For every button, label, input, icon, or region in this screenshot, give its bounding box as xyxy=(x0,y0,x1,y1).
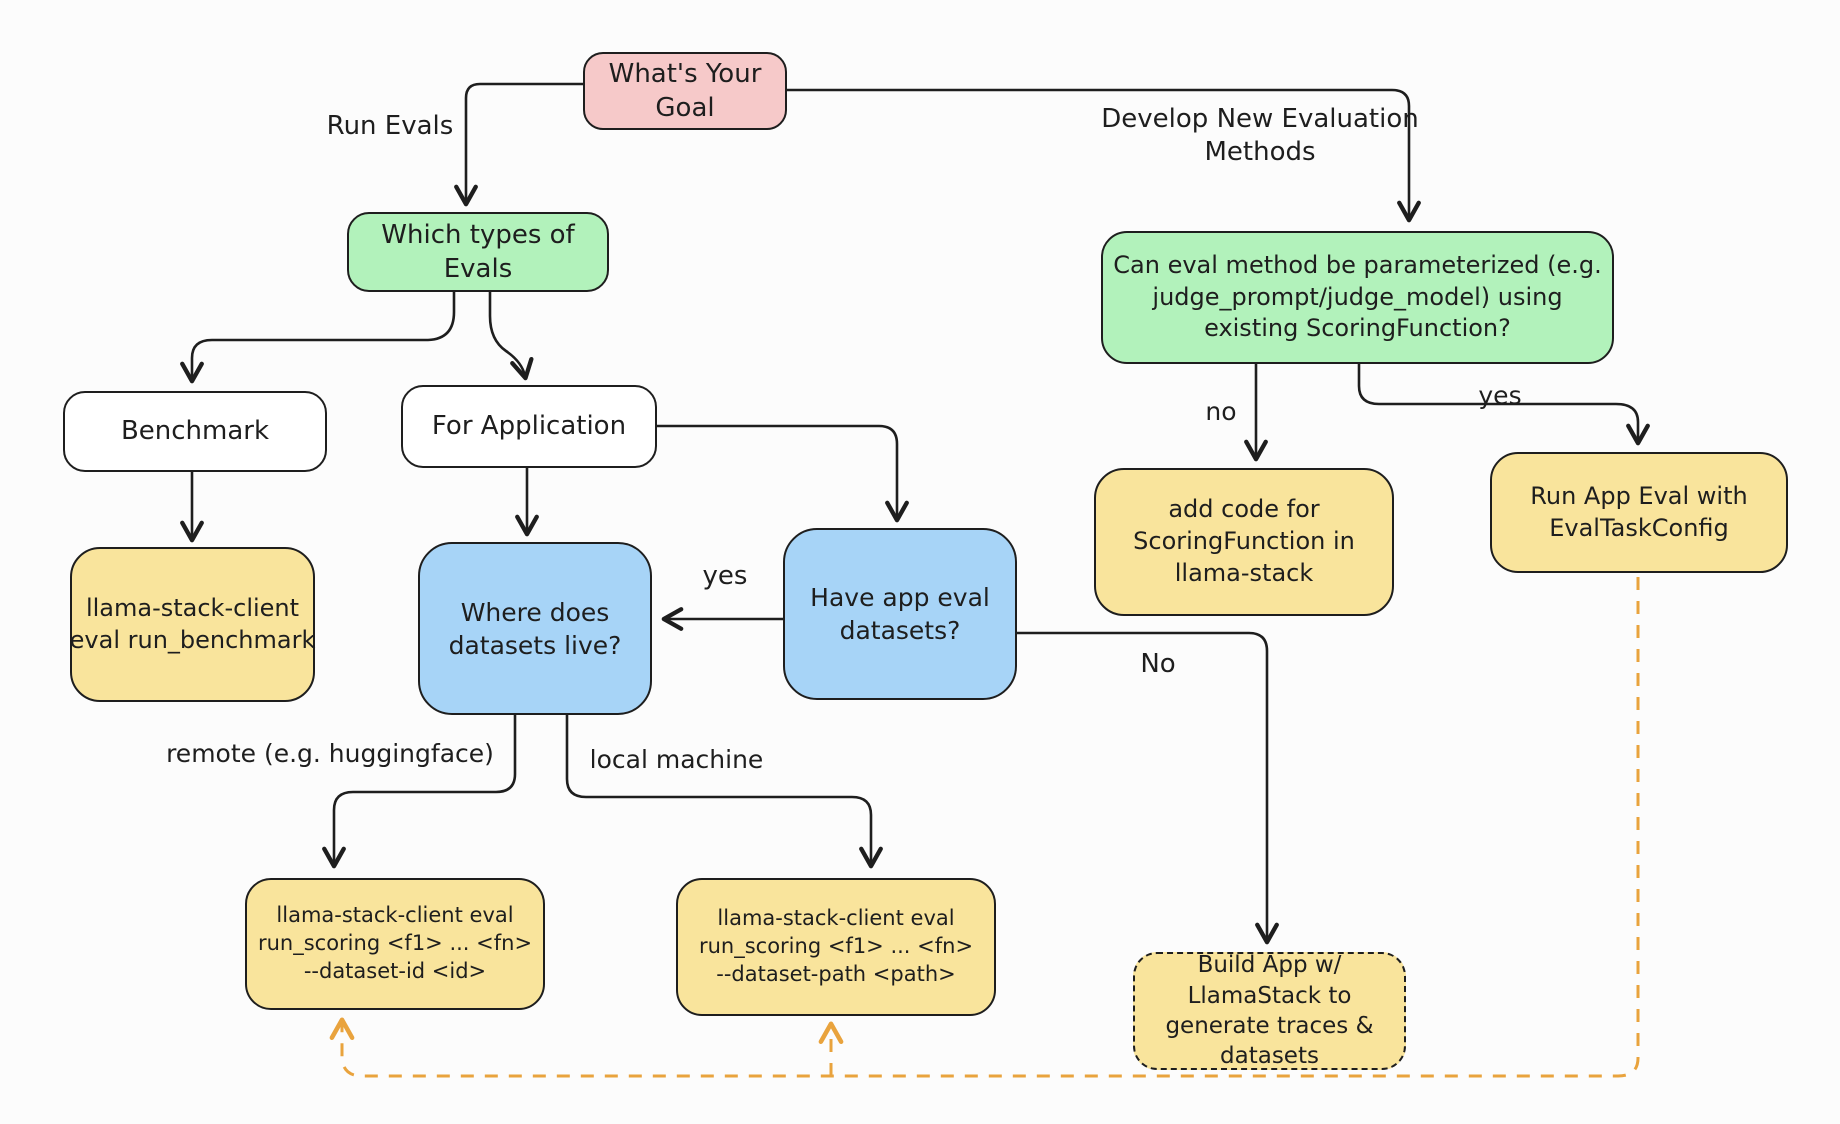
node-run-scoring-dataset-path: llama-stack-client eval run_scoring <f1> ... <fn> --dataset-path <path> xyxy=(676,878,996,1016)
edge-which-types-to-for-application xyxy=(490,292,525,376)
label-yes-right: yes xyxy=(1478,381,1522,410)
edge-goal-to-which-types xyxy=(466,84,583,202)
node-benchmark: Benchmark xyxy=(63,391,327,472)
label-run-evals: Run Evals xyxy=(326,111,454,141)
node-param-question: Can eval method be parameterized (e.g. judge_prompt/judge_model) using existing ScoringFunction? xyxy=(1101,231,1614,364)
node-whats-your-goal: What's Your Goal xyxy=(583,52,787,130)
label-remote-huggingface: remote (e.g. huggingface) xyxy=(166,739,494,768)
label-local-machine: local machine xyxy=(589,745,764,774)
node-have-app-eval-datasets: Have app eval datasets? xyxy=(783,528,1017,700)
label-no-mid: No xyxy=(1140,649,1176,679)
node-which-types-of-evals: Which types of Evals xyxy=(347,212,609,292)
node-build-app-llamastack: Build App w/ LlamaStack to generate traces & datasets xyxy=(1133,952,1406,1070)
node-run-app-eval-evaltaskconfig: Run App Eval with EvalTaskConfig xyxy=(1490,452,1788,573)
edge-where-local-to-run-scoring-path xyxy=(567,715,871,864)
node-run-benchmark-command: llama-stack-client eval run_benchmark xyxy=(70,547,315,702)
edge-which-types-to-benchmark xyxy=(192,292,454,379)
label-yes-left: yes xyxy=(702,561,748,591)
node-add-code-scoringfunction: add code for ScoringFunction in llama-stack xyxy=(1094,468,1394,616)
edge-for-application-to-have-datasets xyxy=(657,426,897,518)
node-for-application: For Application xyxy=(401,385,657,468)
node-run-scoring-dataset-id: llama-stack-client eval run_scoring <f1> ... <fn> --dataset-id <id> xyxy=(245,878,545,1010)
label-no-right: no xyxy=(1205,397,1237,426)
label-develop-new-evaluation-methods: Develop New Evaluation Methods xyxy=(1101,104,1419,167)
node-where-does-datasets-live: Where does datasets live? xyxy=(418,542,652,715)
